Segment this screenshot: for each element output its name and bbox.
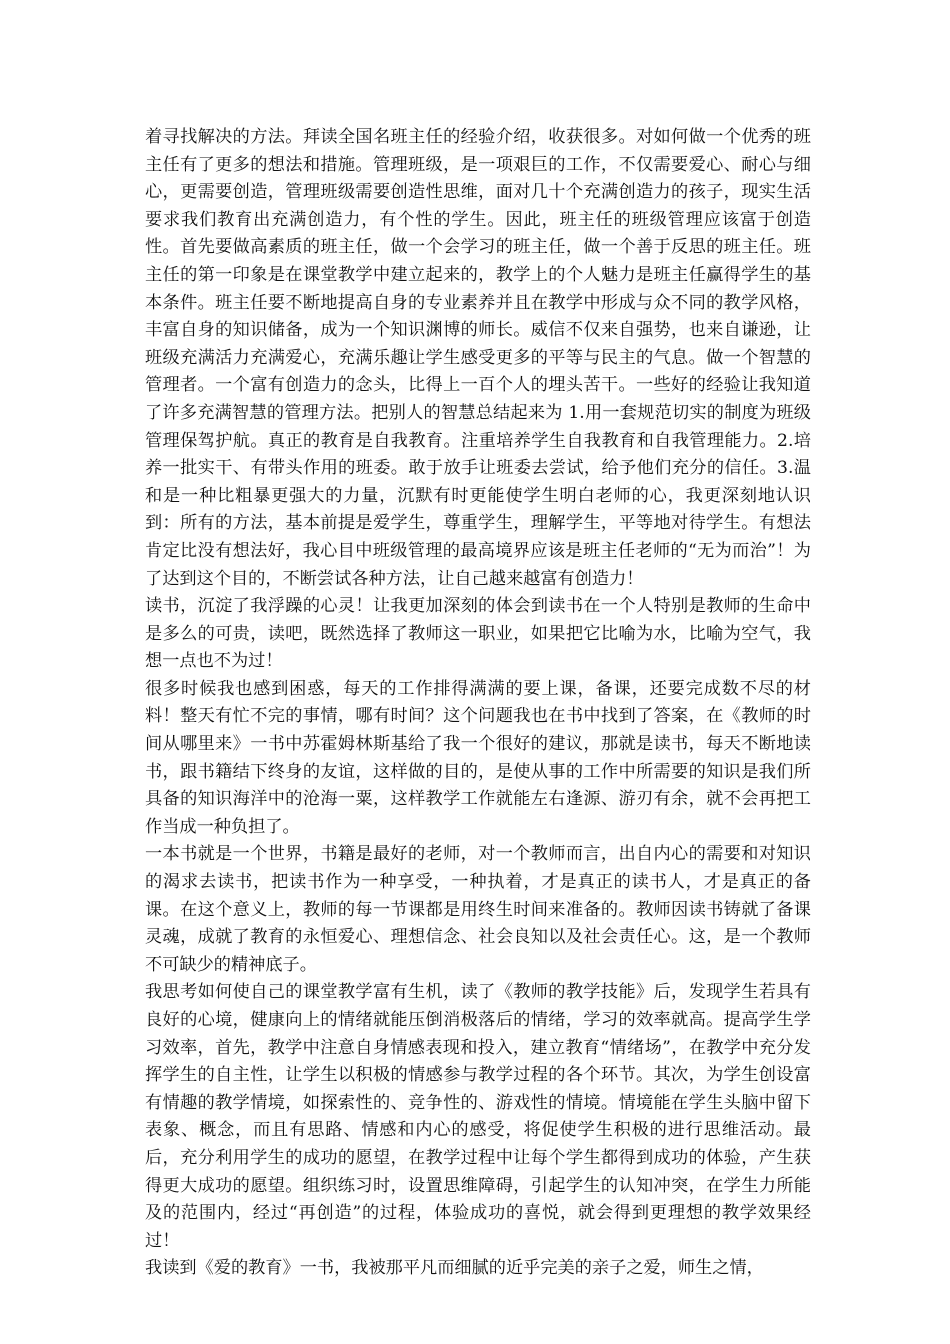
document-body bbox=[145, 124, 811, 1283]
paragraph: 一本书就是一个世界，书籍是最好的老师，对一个教师而言，出自内心的需要和对知识的渴求去读书，把读书作为一种享受，一种执着，才是真正的读书人，才是真正的备课。在这个意义上，教师的每一节课都是用终生时间来准备的。教师因读书铸就了备课灵魂，成就了教育的永恒爱心、理想信念、社会良知以及社会责任心。这，是一个教师不可缺少的精神底子。 bbox=[145, 844, 811, 975]
paragraph: 读书，沉淀了我浮躁的心灵！让我更加深刻的体会到读书在一个人特别是教师的生命中是多么的可贵，读吧，既然选择了教师这一职业，如果把它比喻为水，比喻为空气，我想一点也不为过！ bbox=[145, 596, 811, 672]
paragraph: 我思考如何使自己的课堂教学富有生机，读了《教师的教学技能》后，发现学生若具有良好的心境，健康向上的情绪就能压倒消极落后的情绪，学习的效率就高。提高学生学习效率，首先，教学中注意自身情感表现和投入，建立教育“情绪场”，在教学中充分发挥学生的自主性，让学生以积极的情感参与教学过程的各个环节。其次，为学生创设富有情趣的教学情境，如探索性的、竞争性的、游戏性的情境。情境能在学生头脑中留下表象、概念，而且有思路、情感和内心的感受，将促使学生积极的进行思维活动。最后，充分利用学生的成功的愿望，在教学过程中让每个学生都得到成功的体验，产生获得更大成功的愿望。组织练习时，设置思维障碍，引起学生的认知冲突，在学生力所能及的范围内，经过“再创造”的过程，体验成功的喜悦，就会得到更理想的教学效果经过！ bbox=[145, 982, 811, 1251]
paragraph: 我读到《爱的教育》一书，我被那平凡而细腻的近乎完美的亲子之爱，师生之情， bbox=[145, 1258, 764, 1279]
paragraph: 着寻找解决的方法。拜读全国名班主任的经验介绍，收获很多。对如何做一个优秀的班主任有了更多的想法和措施。管理班级，是一项艰巨的工作，不仅需要爱心、耐心与细心，更需要创造，管理班级需要创造性思维，面对几十个充满创造力的孩子，现实生活要求我们教育出充满创造力，有个性的学生。因此，班主任的班级管理应该富于创造性。首先要做高素质的班主任，做一个会学习的班主任，做一个善于反思的班主任。班主任的第一印象是在课堂教学中建立起来的，教学上的个人魅力是班主任赢得学生的基本条件。班主任要不断地提高自身的专业素养并且在教学中形成与众不同的教学风格，丰富自身的知识储备，成为一个知识渊博的师长。威信不仅来自强势，也来自谦逊，让班级充满活力充满爱心，充满乐趣让学生感受更多的平等与民主的气息。做一个智慧的管理者。一个富有创造力的念头，比得上一百个人的埋头苦干。一些好的经验让我知道了许多充满智慧的管理方法。把别人的智慧总结起来为 1.用一套规范切实的制度为班级管理保驾护航。真正的教育是自我教育。注重培养学生自我教育和自我管理能力。2.培养一批实干、有带头作用的班委。敢于放手让班委去尝试，给予他们充分的信任。3.温和是一种比粗暴更强大的力量，沉默有时更能使学生明白老师的心，我更深刻地认识到：所有的方法，基本前提是爱学生，尊重学生，理解学生，平等地对待学生。有想法肯定比没有想法好，我心目中班级管理的最高境界应该是班主任老师的“无为而治”！为了达到这个目的，不断尝试各种方法，让自己越来越富有创造力！ bbox=[145, 127, 811, 589]
paragraph: 很多时候我也感到困惑，每天的工作排得满满的要上课，备课，还要完成数不尽的材料！整天有忙不完的事情，哪有时间？这个问题我也在书中找到了答案，在《教师的时间从哪里来》一书中苏霍姆林斯基给了我一个很好的建议，那就是读书，每天不断地读书，跟书籍结下终身的友谊，这样做的目的，是使从事的工作中所需要的知识是我们所具备的知识海洋中的沧海一粟，这样教学工作就能左右逢源、游刃有余，就不会再把工作当成一种负担了。 bbox=[145, 678, 811, 837]
